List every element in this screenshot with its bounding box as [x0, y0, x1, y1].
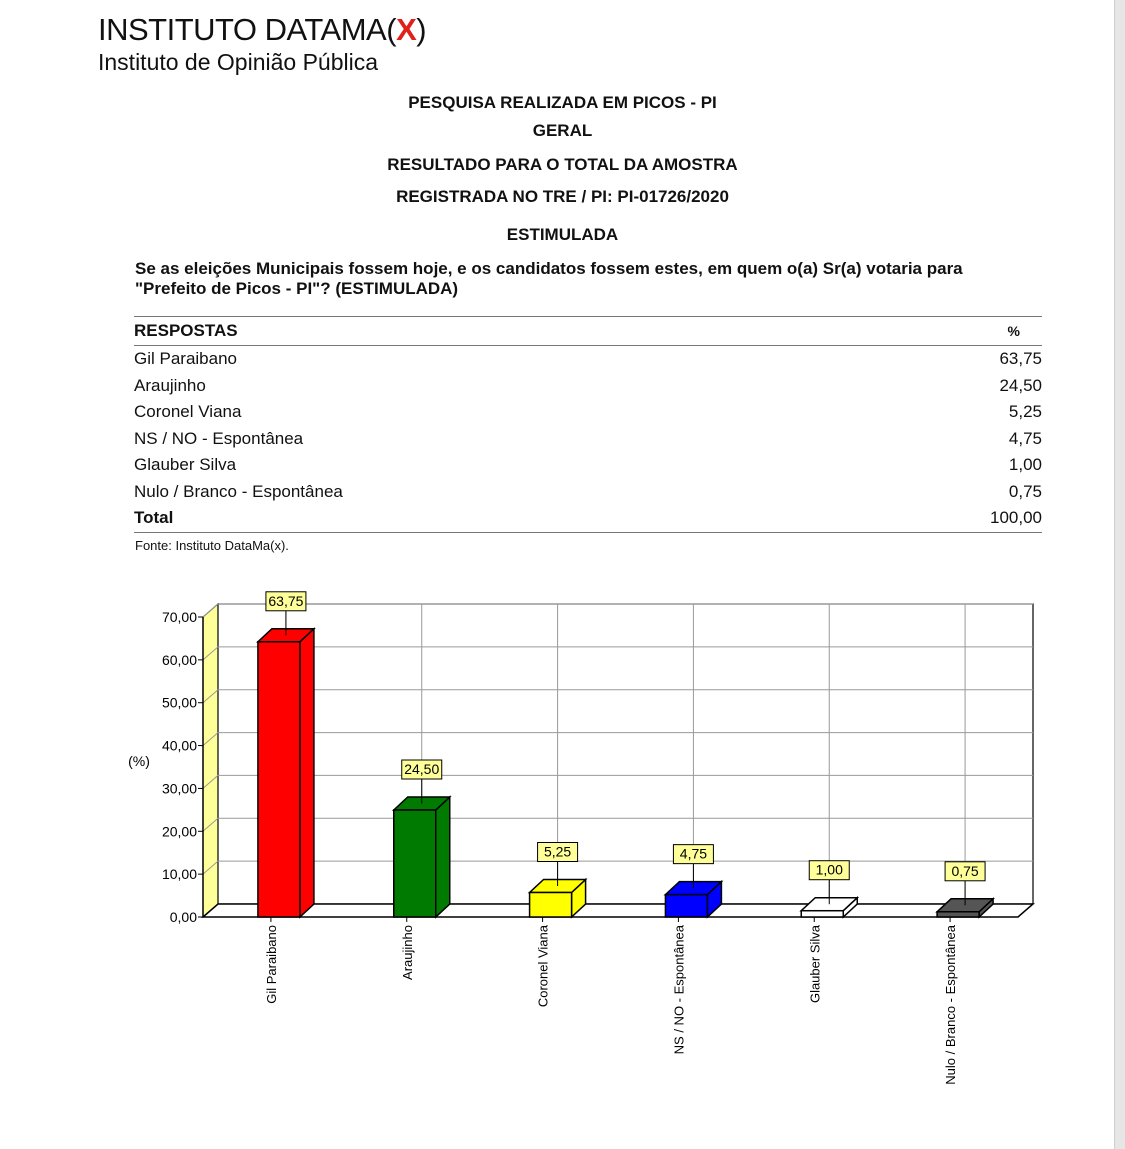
data-label: 24,50: [404, 761, 440, 777]
y-tick-label: 40,00: [161, 737, 197, 754]
bar: [665, 895, 707, 917]
brand-subtitle: Instituto de Opinião Pública: [98, 49, 379, 75]
x-tick-label: NS / NO - Espontânea: [671, 925, 687, 1055]
bar-side: [436, 797, 450, 917]
row-label: Araujinho: [134, 375, 206, 395]
data-label: 4,75: [679, 845, 708, 862]
row-value: 24,50: [999, 375, 1042, 395]
y-tick-label: 10,00: [161, 866, 197, 883]
bar: [394, 810, 436, 917]
y-tick-label: 20,00: [161, 823, 197, 840]
row-value: 63,75: [999, 349, 1042, 368]
bar: [801, 911, 843, 917]
data-label: 0,75: [951, 862, 979, 879]
x-tick-label: Nulo / Branco - Espontânea: [943, 925, 959, 1085]
row-value: 1,00: [1008, 455, 1042, 474]
y-tick-label: 70,00: [161, 609, 197, 625]
x-tick-label: Coronel Viana: [535, 925, 551, 1008]
brand-x-mark: X: [396, 12, 417, 47]
bar: [937, 912, 979, 917]
row-label: Nulo / Branco - Espontânea: [134, 481, 343, 501]
column-value: %: [1007, 323, 1020, 339]
x-tick-label: Araujinho: [399, 925, 415, 980]
row-value: 5,25: [1008, 402, 1042, 421]
y-tick-label: 50,00: [161, 694, 197, 711]
row-label: Glauber Silva: [134, 455, 237, 474]
row-label: NS / NO - Espontânea: [134, 428, 304, 448]
survey-sample: RESULTADO PARA O TOTAL DA AMOSTRA: [387, 155, 738, 174]
survey-scope: GERAL: [532, 121, 593, 140]
x-tick-label: Gil Paraibano: [263, 925, 279, 1004]
row-value: 0,75: [1008, 481, 1042, 501]
chart-floor: [203, 904, 1033, 917]
chart-back-wall: [218, 604, 1033, 904]
brand-name: INSTITUTO DATAMA(X): [98, 12, 427, 47]
data-label: 63,75: [268, 592, 304, 609]
survey-question: Se as eleições Municipais fossem hoje, e os candidatos fossem estes, em quem o(a) Sr(a) votaria para "Prefeito de Picos - PI"? (ESTIMULADA): [135, 259, 963, 298]
total-label: Total: [134, 508, 174, 527]
y-axis-label: (%): [128, 753, 150, 769]
x-tick-label: Glauber Silva: [807, 925, 823, 1004]
row-value: 4,75: [1008, 428, 1042, 448]
data-label: 5,25: [543, 843, 572, 860]
y-tick-label: 0,00: [169, 909, 197, 925]
column-label: RESPOSTAS: [134, 321, 238, 340]
bar: [530, 893, 572, 918]
row-label: Gil Paraibano: [134, 349, 238, 368]
survey-type: ESTIMULADA: [506, 225, 619, 244]
survey-location: PESQUISA REALIZADA EM PICOS - PI: [408, 93, 717, 112]
source-note: Fonte: Instituto DataMa(x).: [135, 538, 289, 553]
chart-side-wall: [203, 604, 218, 917]
y-tick-label: 60,00: [161, 651, 197, 668]
row-label: Coronel Viana: [134, 402, 242, 421]
total-value: 100,00: [990, 508, 1042, 527]
bar-side: [300, 629, 314, 917]
survey-registration: REGISTRADA NO TRE / PI: PI-01726/2020: [396, 187, 729, 206]
data-label: 1,00: [815, 861, 843, 878]
y-tick-label: 30,00: [161, 780, 197, 797]
bar: [258, 642, 300, 917]
